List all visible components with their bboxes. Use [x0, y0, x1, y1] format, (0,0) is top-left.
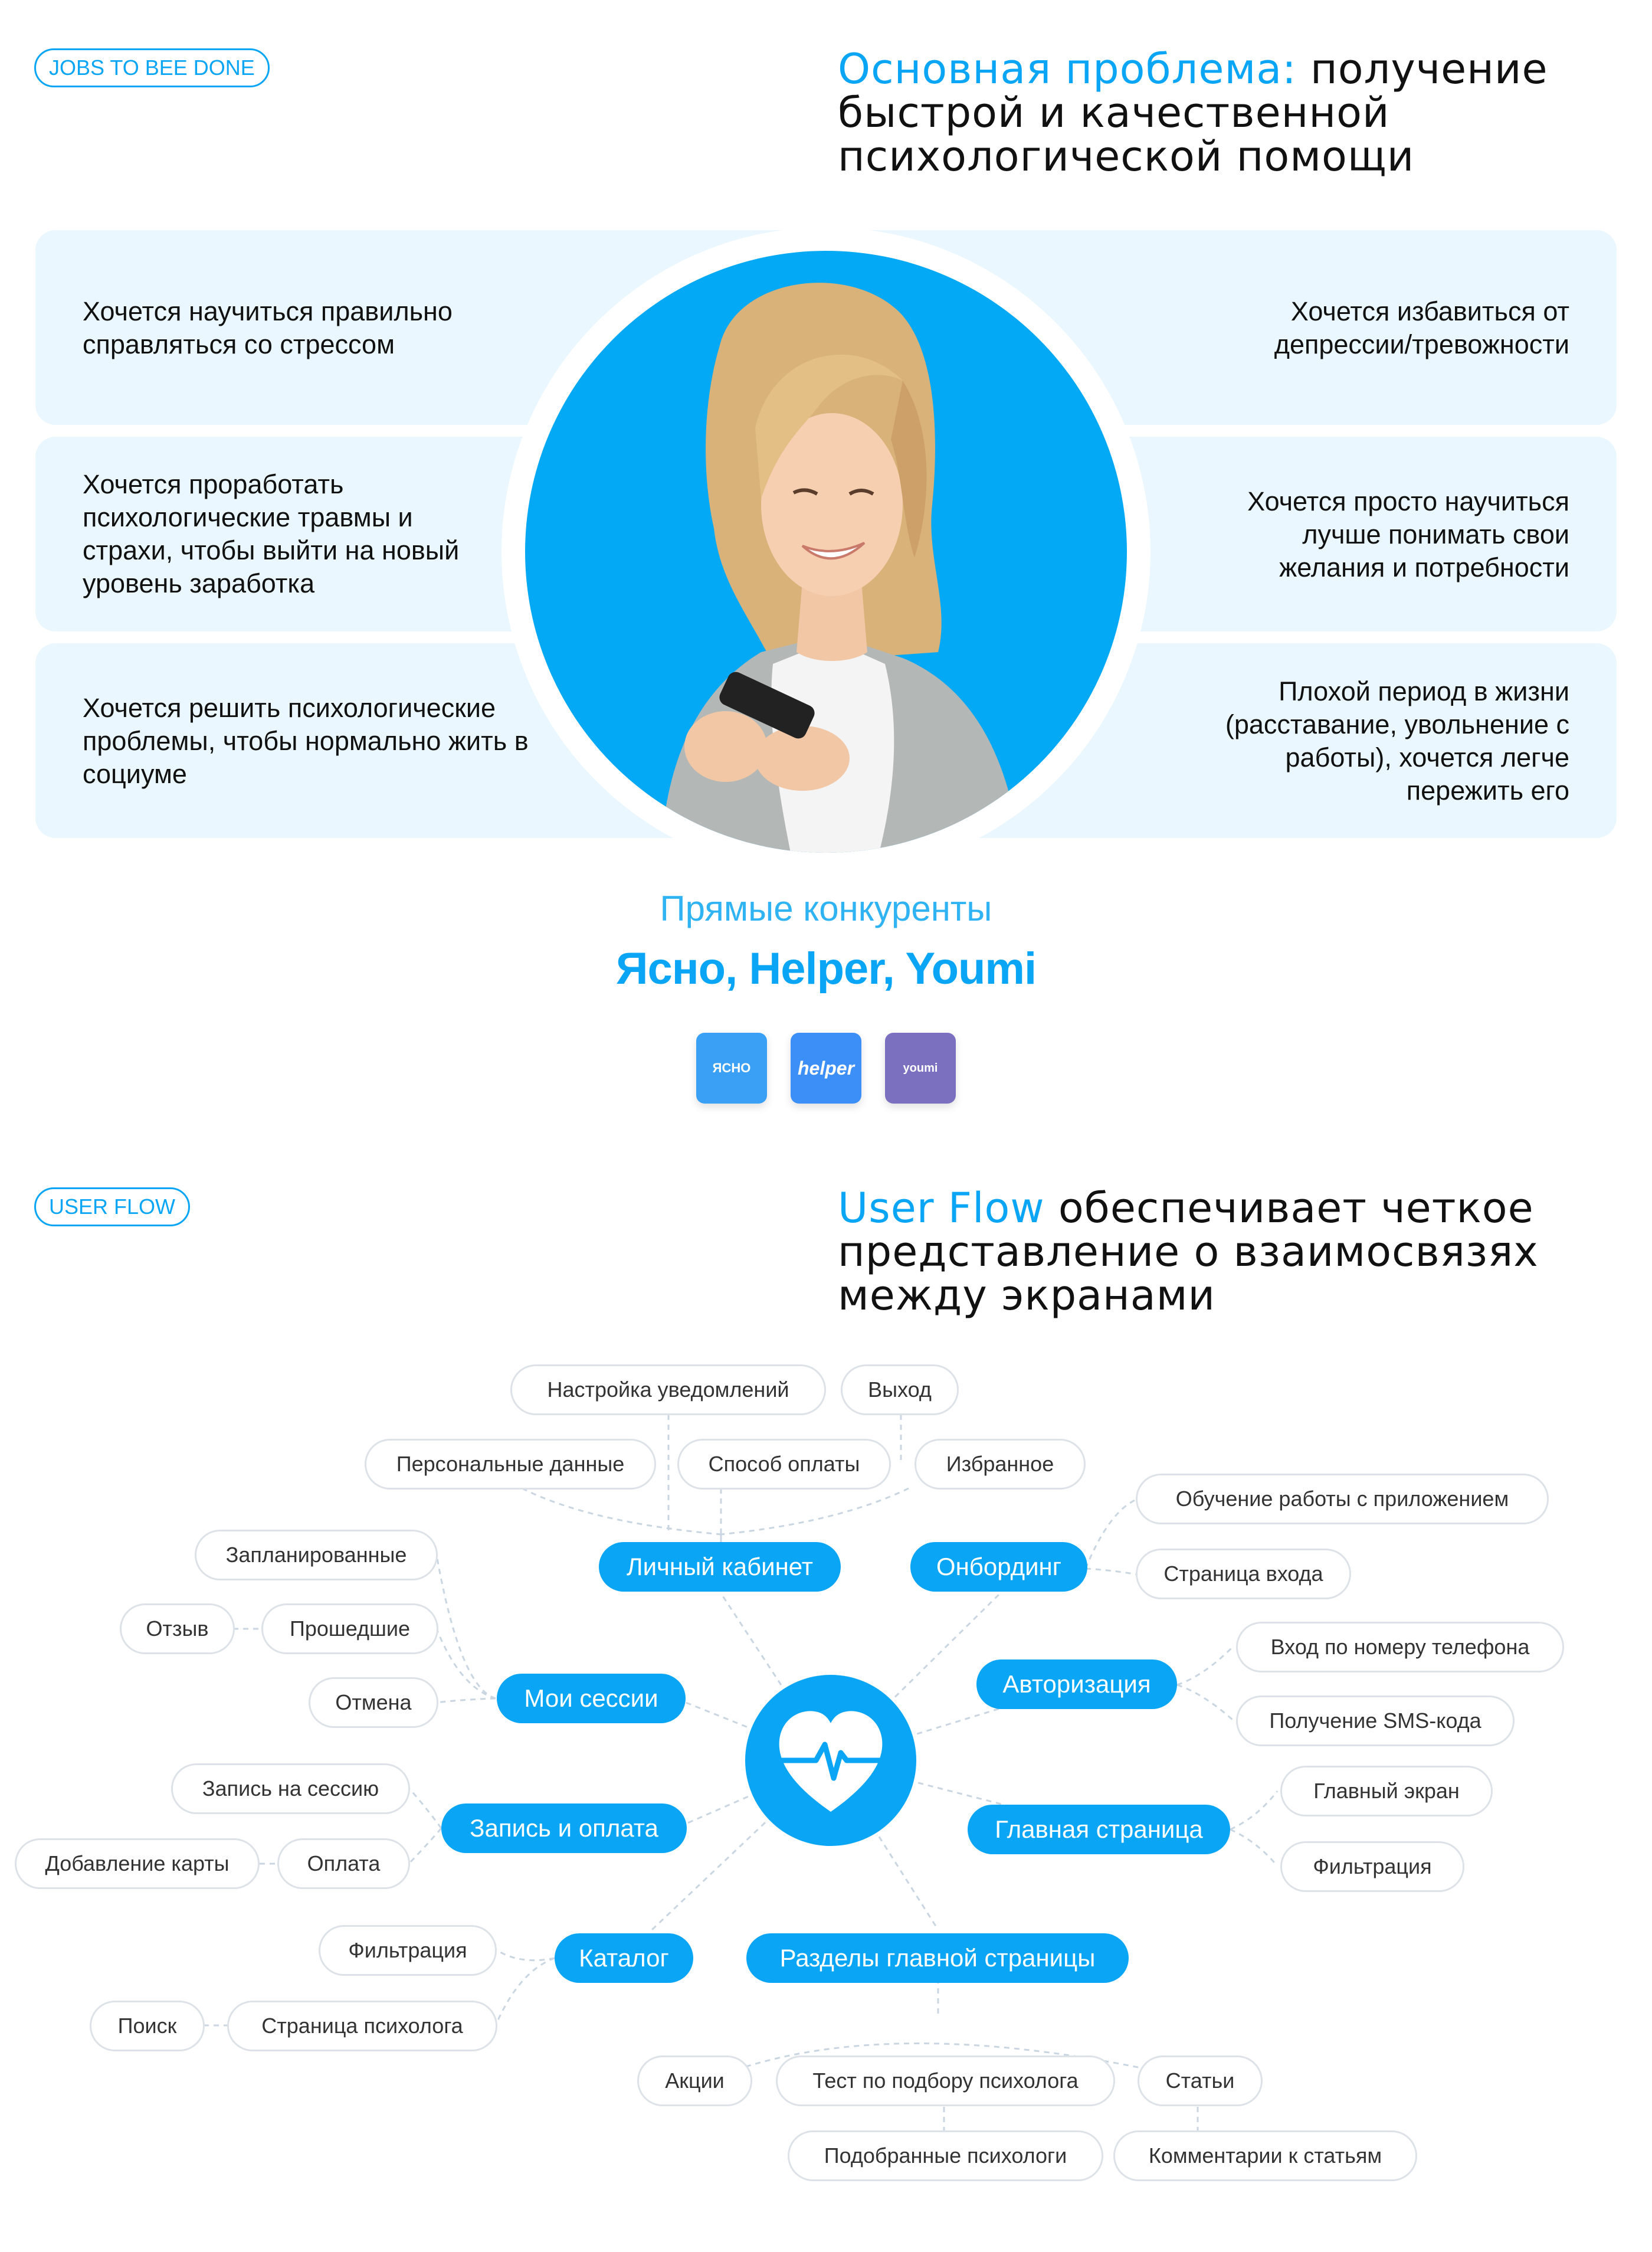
node-main-screen[interactable]: Главный экран [1280, 1766, 1493, 1816]
node-review[interactable]: Отзыв [120, 1603, 235, 1654]
node-sessions[interactable]: Мои сессии [497, 1674, 686, 1723]
userflow-tag: USER FLOW [34, 1187, 190, 1226]
node-sms-code[interactable]: Получение SMS-кода [1236, 1695, 1515, 1746]
node-onboarding[interactable]: Онбординг [910, 1542, 1087, 1592]
node-article-comments[interactable]: Комментарии к статьям [1113, 2130, 1417, 2181]
jtbd-heading-rest: получение быстрой и качественной психологической помощи [838, 45, 1548, 181]
logo-yasno-text: ЯСНО [712, 1060, 751, 1075]
jtbd-tag: JOBS TO BEE DONE [34, 48, 270, 87]
jtbd-text-right-1: Хочется избавиться от депрессии/тревожности [1274, 296, 1569, 359]
jtbd-heading-accent: Основная проблема: [838, 45, 1297, 93]
node-favorites[interactable]: Избранное [914, 1439, 1086, 1490]
node-planned[interactable]: Запланированные [195, 1530, 438, 1580]
node-cabinet[interactable]: Личный кабинет [599, 1542, 841, 1592]
node-add-card[interactable]: Добавление карты [15, 1838, 260, 1889]
node-sections[interactable]: Разделы главной страницы [746, 1933, 1129, 1983]
node-cancel[interactable]: Отмена [309, 1677, 438, 1728]
jtbd-text-right-3: Плохой период в жизни (расставание, увольнение с работы), хочется легче пережить его [1225, 676, 1569, 806]
node-payment-method[interactable]: Способ оплаты [677, 1439, 891, 1490]
node-filter-catalog[interactable]: Фильтрация [319, 1925, 497, 1976]
node-booking[interactable]: Запись и оплата [441, 1803, 687, 1853]
node-articles[interactable]: Статьи [1138, 2055, 1263, 2106]
jtbd-text-left-2: Хочется проработать психологические травмы и страхи, чтобы выйти на новый уровень заработка [83, 469, 460, 598]
node-matched-psychologists[interactable]: Подобранные психологи [788, 2130, 1103, 2181]
userflow-heading-rest: обеспечивает четкое представление о взаимосвязях между экранами [838, 1184, 1539, 1320]
node-filter-home[interactable]: Фильтрация [1280, 1841, 1464, 1892]
logo-youmi-text: youmi [903, 1061, 938, 1075]
node-login-page[interactable]: Страница входа [1136, 1549, 1351, 1599]
jtbd-text-right-2: Хочется просто научиться лучше понимать свои желания и потребности [1247, 486, 1569, 582]
jtbd-text-left-1: Хочется научиться правильно справляться со стрессом [83, 296, 453, 359]
jtbd-text-left-3: Хочется решить психологические проблемы, чтобы нормально жить в социуме [83, 693, 529, 789]
logo-helper-text: helper [797, 1057, 855, 1079]
node-exit[interactable]: Выход [841, 1364, 959, 1415]
node-search[interactable]: Поиск [90, 2001, 205, 2051]
node-home[interactable]: Главная страница [968, 1805, 1230, 1854]
node-session-booking[interactable]: Запись на сессию [171, 1763, 410, 1814]
node-phone-login[interactable]: Вход по номеру телефона [1236, 1622, 1564, 1672]
competitors-label: Прямые конкуренты [660, 889, 992, 928]
center-node [745, 1675, 916, 1846]
node-notif-settings[interactable]: Настройка уведомлений [510, 1364, 826, 1415]
node-payment[interactable]: Оплата [277, 1838, 410, 1889]
node-tutorial[interactable]: Обучение работы с приложением [1136, 1474, 1549, 1524]
heart-pulse-icon [745, 1675, 916, 1846]
node-catalog[interactable]: Каталог [555, 1933, 693, 1983]
node-test[interactable]: Тест по подбору психолога [776, 2055, 1115, 2106]
node-auth[interactable]: Авторизация [976, 1659, 1177, 1709]
node-psychologist-page[interactable]: Страница психолога [227, 2001, 497, 2051]
userflow-heading-accent: User Flow [838, 1184, 1045, 1232]
node-personal-data[interactable]: Персональные данные [365, 1439, 656, 1490]
competitors-names: Ясно, Helper, Youmi [615, 944, 1037, 994]
node-promos[interactable]: Акции [637, 2055, 752, 2106]
node-past[interactable]: Прошедшие [261, 1603, 438, 1654]
